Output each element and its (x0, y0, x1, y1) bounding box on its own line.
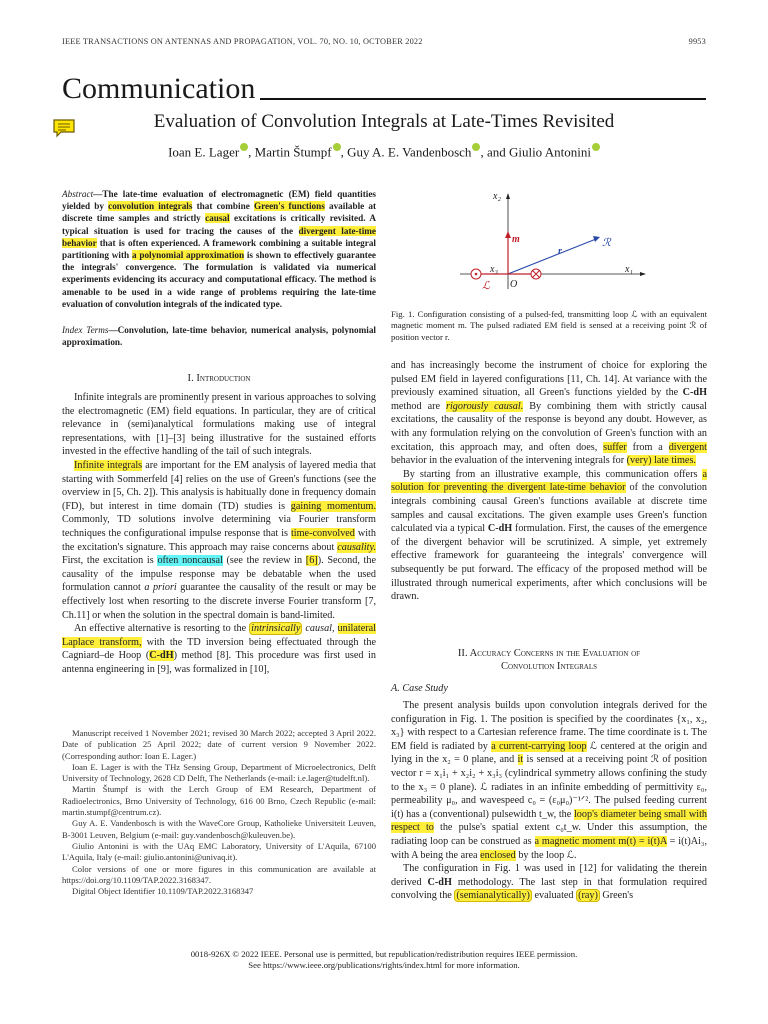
text: An effective alternative is resorting to the (74, 623, 250, 635)
intro-paragraph-1: Infinite integrals are prominently present in various approaches to solving the electromagnetic (EM) field equations. In particular, they are of critical relevance in (semi)analytical formulations making use of integral representations, with [1]–[3] being illustrative for the sustained efforts invested in the effective handling of the tail of such integrals. (62, 392, 376, 458)
highlight[interactable]: it (517, 754, 524, 766)
footnote: Guy A. E. Vandenbosch is with the WaveCore Group, Katholieke Universiteit Leuven, B-3001 Leuven, Belgium (e-mail: guy.vandenbosch@kuleuven.be). (62, 818, 376, 840)
text: the pulse's spatial extent c₀t_w. Under this assumption, the radiating loop can be construed as (391, 822, 707, 847)
text: Green's (599, 890, 634, 902)
copyright-notice (62, 949, 706, 971)
bold-text: C-dH (427, 876, 452, 888)
subsection-a-heading: A. Case Study (391, 683, 448, 694)
abstract-text: —The late-time evaluation of electromagnetic (EM) field quantities yielded by (62, 189, 376, 212)
author-vandenbosch: , Guy A. E. Vandenbosch (340, 144, 472, 160)
text: First, the excitation is (62, 555, 158, 567)
text: methodology. The last step in that formulation required convolving the (391, 876, 707, 902)
x2-arrow (506, 193, 510, 199)
footnote: Martin Štumpf is with the Lerch Group of EM Research, Department of Radioelectronics, Brno University of Technology, 616 00 Brno, Czech Republic (e-mail: martin.stumpf@centrum.cz). (62, 784, 376, 818)
highlight[interactable]: Green's functions (253, 201, 325, 212)
text: method are (391, 400, 447, 412)
section-2-heading-line-2: Convolution Integrals (500, 661, 598, 673)
intro-text (62, 391, 376, 676)
origin-label: O (510, 279, 518, 290)
x1-arrow (640, 272, 646, 276)
section-type-title: Communication (62, 72, 256, 105)
right-paragraph-2 (391, 468, 707, 604)
highlight[interactable]: enclosed (480, 849, 516, 861)
highlight[interactable]: (semianalytically) (456, 890, 530, 902)
text: ). Second, the causality of the impulse response may be debatable when the used formulation cannot (62, 555, 377, 594)
position-vector (508, 239, 596, 274)
section-rule (260, 98, 706, 100)
text: is sensed at a receiving point ℛ of position vector r = x₁i₁ + x₂i₂ + x₃i₃ (cylindrical symmetry allows confining the study to the x₃ = 0 plane). ℒ radiates in an infinite embedding of permittivity ε₀, permeability μ₀, and wavespeed c₀ = (ε₀μ₀)⁻¹ᐟ². The pulsed feeding current i(t) has a (conventional) pulsewidth t_w, the (391, 754, 707, 820)
highlight[interactable]: rigorously causal. (446, 400, 524, 412)
italic-text: causal, (302, 623, 338, 635)
italic-text: a priori (144, 582, 177, 594)
abstract-text: available at discrete time samples and strictly (62, 201, 377, 224)
intro-paragraph-3 (62, 622, 376, 676)
index-terms-label: Index Terms (62, 325, 109, 335)
abstract-text: is shown to effectively guarantee the integrals' convergence. The formulation is validated via numerical experiments evidencing its accuracy and computational efficacy. The method is amenable to be used in a wide range of problems requiring the late-time evaluation of convolution integrals of the indicated type. (62, 250, 376, 309)
x3-label: x₃ (490, 264, 498, 275)
highlight[interactable]: a solution for preventing the divergent late-time behavior (391, 468, 707, 494)
position-label: r (558, 246, 562, 257)
text: = i(t)Ai₃, with A being the area (391, 835, 708, 861)
footnotes (62, 728, 376, 897)
text: (see the review in (222, 555, 306, 567)
intro-paragraph-2 (62, 459, 376, 622)
receiver-label: ℛ (602, 237, 611, 249)
orcid-icon[interactable] (333, 143, 341, 151)
abstract-label: Abstract (62, 189, 94, 199)
case-paragraph-2 (391, 862, 707, 903)
text: By combining them with strictly causal excitations, the causality of the response is beyond any doubt. However, as with any formulation relying on the convolution of Green's function with an excitation, this approach may, and often does, (391, 400, 707, 453)
footnote: Color versions of one or more figures in this communication are available at https://doi.org/10.1109/TAP.2022.3168347. (62, 863, 376, 885)
highlight[interactable]: a polynomial approximation (131, 250, 245, 261)
highlight[interactable]: unilateral Laplace transform, (62, 623, 376, 648)
highlight[interactable]: C-dH (149, 650, 174, 662)
copyright-line-2: See https://www.ieee.org/publications/rights/index.html for more information. (248, 960, 520, 970)
figure-1-caption: Fig. 1. Configuration consisting of a pulsed-fed, transmitting loop ℒ with an equivalent magnetic moment m. The pulsed radiated EM field is sensed at a receiving point ℛ of position vector r. (391, 309, 707, 342)
highlight[interactable]: a current-carrying loop (491, 740, 587, 752)
highlight[interactable]: [6] (305, 555, 318, 567)
index-terms (62, 324, 376, 348)
highlight[interactable]: (ray) (578, 890, 598, 902)
text: Commonly, TD solutions involve determining via Fourier transform techniques the configurational impulse response that is (62, 514, 376, 539)
text: By starting from an illustrative example, this communication offers (403, 468, 703, 480)
text: formulation. First, the causes of the emergence of the divergent behavior will be scrutinized. A simple, yet extremely effective framework for guaranteeing the integrals' convergence will subsequently be put forward. The efficacy of the proposed method will be illustrated through numerical experiments, after which conclusions will be drawn. (391, 523, 707, 603)
text: guarantee the causality of the result or may be effectively lost when resorting to the discrete inverse Fourier transform [7, Ch.11] or when the solution in the spectral domain is band-limited. (62, 582, 376, 621)
abstract-text: excitations is critically revisited. A typical situation is used for tracing the causes of the (62, 213, 376, 236)
text: with the TD inversion being effectuated through the Cagniard–de Hoop ( (62, 636, 377, 662)
bold-text: C-dH (487, 523, 513, 535)
case-paragraph-1 (391, 699, 707, 862)
highlight[interactable]: a magnetic moment m(t) = i(t)A (534, 835, 667, 847)
abstract-text: that is often experienced. A framework combining a suitable integral partitioning with (62, 237, 376, 261)
case-study-text (391, 699, 707, 903)
running-head-journal: IEEE TRANSACTIONS ON ANTENNAS AND PROPAGATION, VOL. 70, NO. 10, OCTOBER 2022 (62, 37, 423, 46)
bold-text: C-dH (682, 387, 707, 399)
x1-label: x₁ (625, 264, 633, 275)
footnote: Manuscript received 1 November 2021; revised 30 March 2022; accepted 3 April 2022. Date of publication 25 April 2022; date of current version 9 November 2022. (Corresponding author: Ioan E. Lager.) (62, 728, 376, 761)
paper-title: Evaluation of Convolution Integrals at Late-Times Revisited (153, 111, 615, 132)
highlight[interactable]: causality. (337, 541, 376, 553)
right-column-text (391, 359, 707, 604)
section-2-heading (391, 647, 707, 673)
orcid-icon[interactable] (592, 143, 600, 151)
section-1-heading-text: I. Introduction (187, 373, 251, 384)
footnote: Ioan E. Lager is with the THz Sensing Group, Department of Microelectronics, Delft University of Technology, 2628 CD Delft, The Netherlands (e-mail: i.e.lager@tudelft.nl). (62, 761, 376, 784)
highlight-cyan[interactable]: often noncausal (157, 555, 223, 567)
text: from a (626, 441, 669, 453)
highlight[interactable]: divergent (668, 441, 707, 453)
text: behavior in the evaluation of the intervening integrals for (391, 455, 627, 467)
footnote: Digital Object Identifier 10.1109/TAP.2022.3168347 (72, 886, 254, 897)
copyright-line-1: 0018-926X © 2022 IEEE. Personal use is permitted, but republication/redistribution requires IEEE permission. (190, 949, 578, 959)
text: and has increasingly become the instrument of choice for exploring the pulsed EM field in layered configurations [11, Ch. 14]. At variance with the previously examined situation, all Green's functions yielded by the (391, 360, 707, 399)
abstract (62, 188, 376, 310)
highlight[interactable]: suffer (603, 441, 627, 453)
author-antonini: , and Giulio Antonini (480, 144, 591, 160)
highlight[interactable]: gaining momentum. (290, 500, 376, 512)
text: of the convolution integrals combining causal Green's functions available at discrete time samples and causal excitations. The given example uses Green's function calculated via a typical (391, 482, 707, 535)
text: by the loop ℒ. (515, 849, 577, 861)
text: are important for the EM analysis of layered media that starting with Sommerfeld [4] relies on the use of Green's functions (see the overview in [5, Ch. 2]). This analysis is habitually done in frequency domain (FD), but interest in time domain (TD) studies is (62, 459, 376, 512)
current-out-dot (475, 273, 478, 276)
text: with the excitation's signature. This approach may raise concerns about (62, 527, 376, 553)
highlight[interactable]: (very) late times. (626, 455, 696, 467)
position-arrow (593, 236, 600, 242)
text: evaluated (531, 890, 577, 902)
footnote: Giulio Antonini is with the UAq EMC Laboratory, University of L'Aquila, 67100 L'Aquila, Italy (e-mail: giulio.antonini@univaq.it). (62, 840, 376, 863)
text: The present analysis builds upon convolution integrals derived for the configuration in Fig. 1. The position is specified by the coordinates {x₁, x₂, x₃} with respect to a Cartesian reference frame. The time coordinate is t. The EM field is radiated by (391, 700, 707, 752)
page-number: 9953 (688, 37, 706, 46)
figure-1-diagram (460, 184, 650, 304)
highlight[interactable]: intrinsically (251, 623, 301, 635)
x2-label: x₂ (493, 191, 501, 202)
author-lager: Ioan E. Lager (168, 144, 240, 160)
text: The configuration in Fig. 1 was used in [12] for validating the therein derived (391, 863, 707, 888)
orcid-icon[interactable] (240, 143, 248, 151)
highlight[interactable]: convolution integrals (108, 201, 193, 212)
abstract-text: that combine (192, 201, 254, 212)
section-2-heading-line-1: II. Accuracy Concerns in the Evaluation of (457, 648, 641, 659)
author-line (62, 143, 706, 160)
highlight[interactable]: causal (205, 213, 230, 224)
highlight[interactable]: time-convolved (290, 527, 355, 539)
loop-label: ℒ (482, 280, 490, 292)
running-head (62, 37, 706, 46)
highlight[interactable]: Infinite integrals (74, 459, 143, 471)
moment-label: m (512, 234, 520, 245)
right-paragraph-1 (391, 359, 707, 468)
author-stumpf: , Martin Štumpf (248, 144, 332, 160)
text: ℒ centered at the origin and lying in the x₂ = 0 plane, and (391, 740, 707, 766)
highlight[interactable]: divergent late-time behavior (62, 225, 376, 248)
index-terms-text: —Convolution, late-time behavior, numerical analysis, polynomial approximation. (62, 325, 376, 348)
highlight[interactable]: loop's diameter being small with respect to (391, 808, 707, 834)
section-1-heading (62, 373, 376, 384)
text: ) method [8]. This procedure was first used in antenna engineering in [9], was formalized in [10], (62, 650, 376, 675)
moment-arrow (505, 231, 511, 238)
